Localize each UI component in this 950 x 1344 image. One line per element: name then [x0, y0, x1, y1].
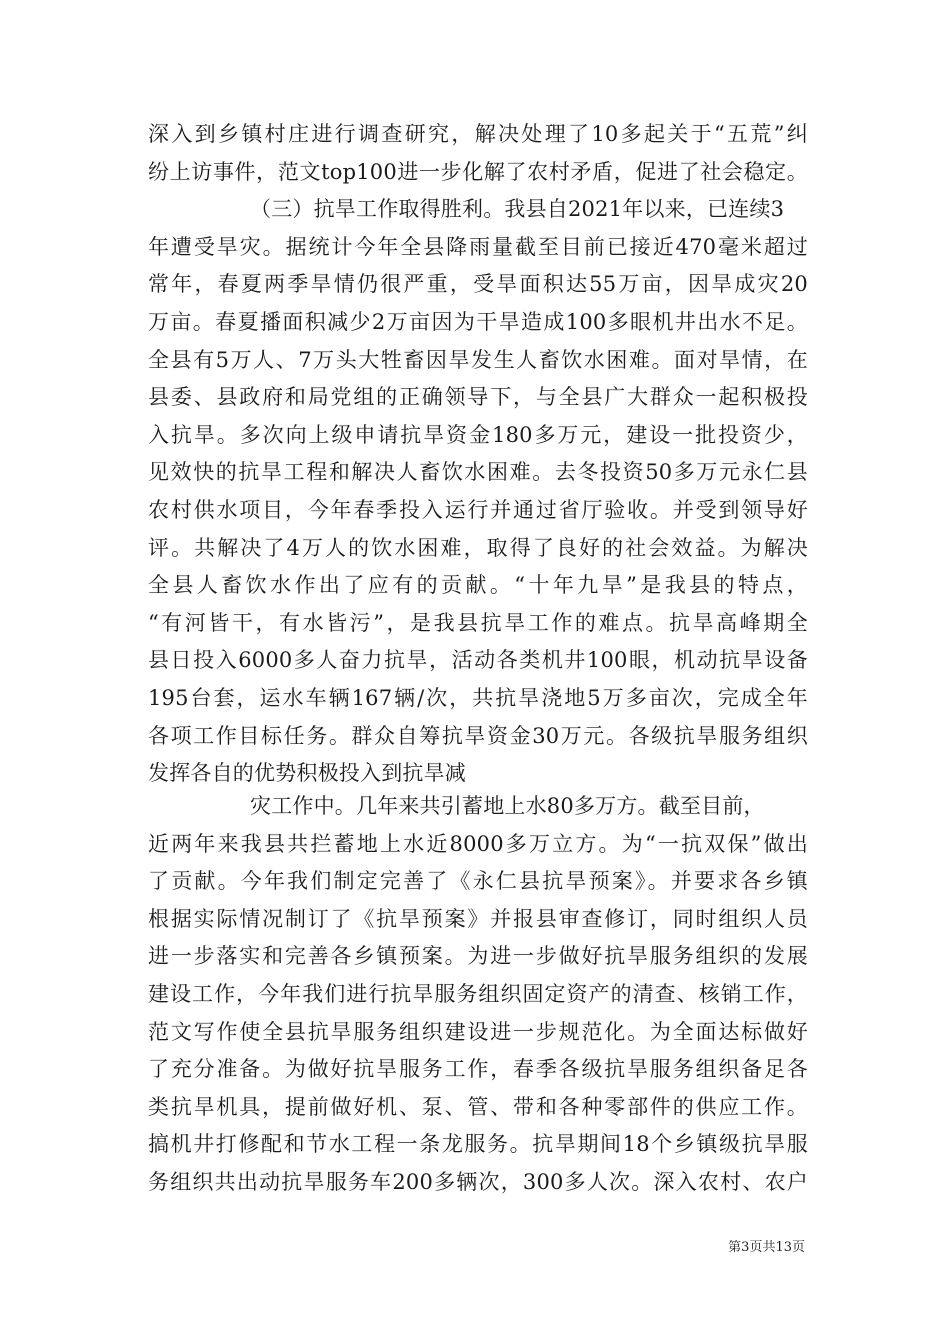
body-text-block-1: [148, 116, 808, 793]
text-line: 类抗旱机具，提前做好机、泵、管、带和各种零部件的供应工作。: [148, 1094, 808, 1119]
text-line: 了贡献。今年我们制定完善了《永仁县抗旱预案》。并要求各乡镇: [148, 869, 808, 894]
text-line: 了充分准备。为做好抗旱服务工作，春季各级抗旱服务组织备足各: [148, 1057, 808, 1082]
text-line: 农村供水项目，今年春季投入运行并通过省厅验收。并受到领导好: [148, 497, 808, 522]
text-line: 全县人畜饮水作出了应有的贡献。“十年九旱”是我县的特点，: [148, 573, 808, 598]
text-line: 纷上访事件，范文top100进一步化解了农村矛盾，促进了社会稳定。: [148, 159, 808, 184]
text-line: 195台套，运水车辆167辆/次，共抗旱浇地5万多亩次，完成全年: [148, 685, 808, 710]
text-line: 县委、县政府和局党组的正确领导下，与全县广大群众一起积极投: [148, 385, 808, 410]
section-heading-line: （三）抗旱工作取得胜利。我县自2021年以来，已连续3: [250, 197, 785, 222]
text-line: 常年，春夏两季旱情仍很严重，受旱面积达55万亩，因旱成灾20: [148, 272, 808, 297]
text-line: 灾工作中。几年来共引蓄地上水80多万方。截至目前，: [250, 794, 765, 818]
text-line: 县日投入6000多人奋力抗旱，活动各类机井100眼，机动抗旱设备: [148, 648, 808, 673]
text-line: 年遭受旱灾。据统计今年全县降雨量截至目前已接近470毫米超过: [148, 234, 808, 259]
text-line: 发挥各自的优势积极投入到抗旱减: [148, 761, 466, 786]
text-line: 范文写作使全县抗旱服务组织建设进一步规范化。为全面达标做好: [148, 1019, 808, 1044]
text-line: 建设工作，今年我们进行抗旱服务组织固定资产的清查、核销工作，: [148, 981, 808, 1006]
text-line: 万亩。春夏播面积减少2万亩因为干旱造成100多眼机井出水不足。: [148, 309, 808, 334]
text-line: 全县有5万人、7万头大牲畜因旱发生人畜饮水困难。面对旱情，在: [148, 347, 808, 372]
text-line: 深入到乡镇村庄进行调查研究，解决处理了10多起关于“五荒”纠: [148, 122, 808, 146]
text-line: 根据实际情况制订了《抗旱预案》并报县审查修订，同时组织人员: [148, 906, 808, 931]
page-footer: [0, 1236, 950, 1255]
text-line: 搞机井打修配和节水工程一条龙服务。抗旱期间18个乡镇级抗旱服: [148, 1132, 808, 1157]
page-number: 第3页共13页: [728, 1240, 805, 1255]
text-line: 入抗旱。多次向上级申请抗旱资金180多万元，建设一批投资少，: [148, 422, 808, 447]
text-line: 各项工作目标任务。群众自筹抗旱资金30万元。各级抗旱服务组织: [148, 723, 808, 748]
body-text-block-2: [148, 788, 808, 1202]
text-line: 评。共解决了4万人的饮水困难，取得了良好的社会效益。为解决: [148, 535, 808, 560]
text-line: 务组织共出动抗旱服务车200多辆次，300多人次。深入农村、农户: [148, 1169, 808, 1194]
text-line: 进一步落实和完善各乡镇预案。为进一步做好抗旱服务组织的发展: [148, 944, 808, 969]
text-line: 见效快的抗旱工程和解决人畜饮水困难。去冬投资50多万元永仁县: [148, 460, 808, 485]
text-line: 近两年来我县共拦蓄地上水近8000多万立方。为“一抗双保”做出: [148, 831, 808, 856]
text-line: “有河皆干，有水皆污”，是我县抗旱工作的难点。抗旱高峰期全: [148, 610, 808, 635]
